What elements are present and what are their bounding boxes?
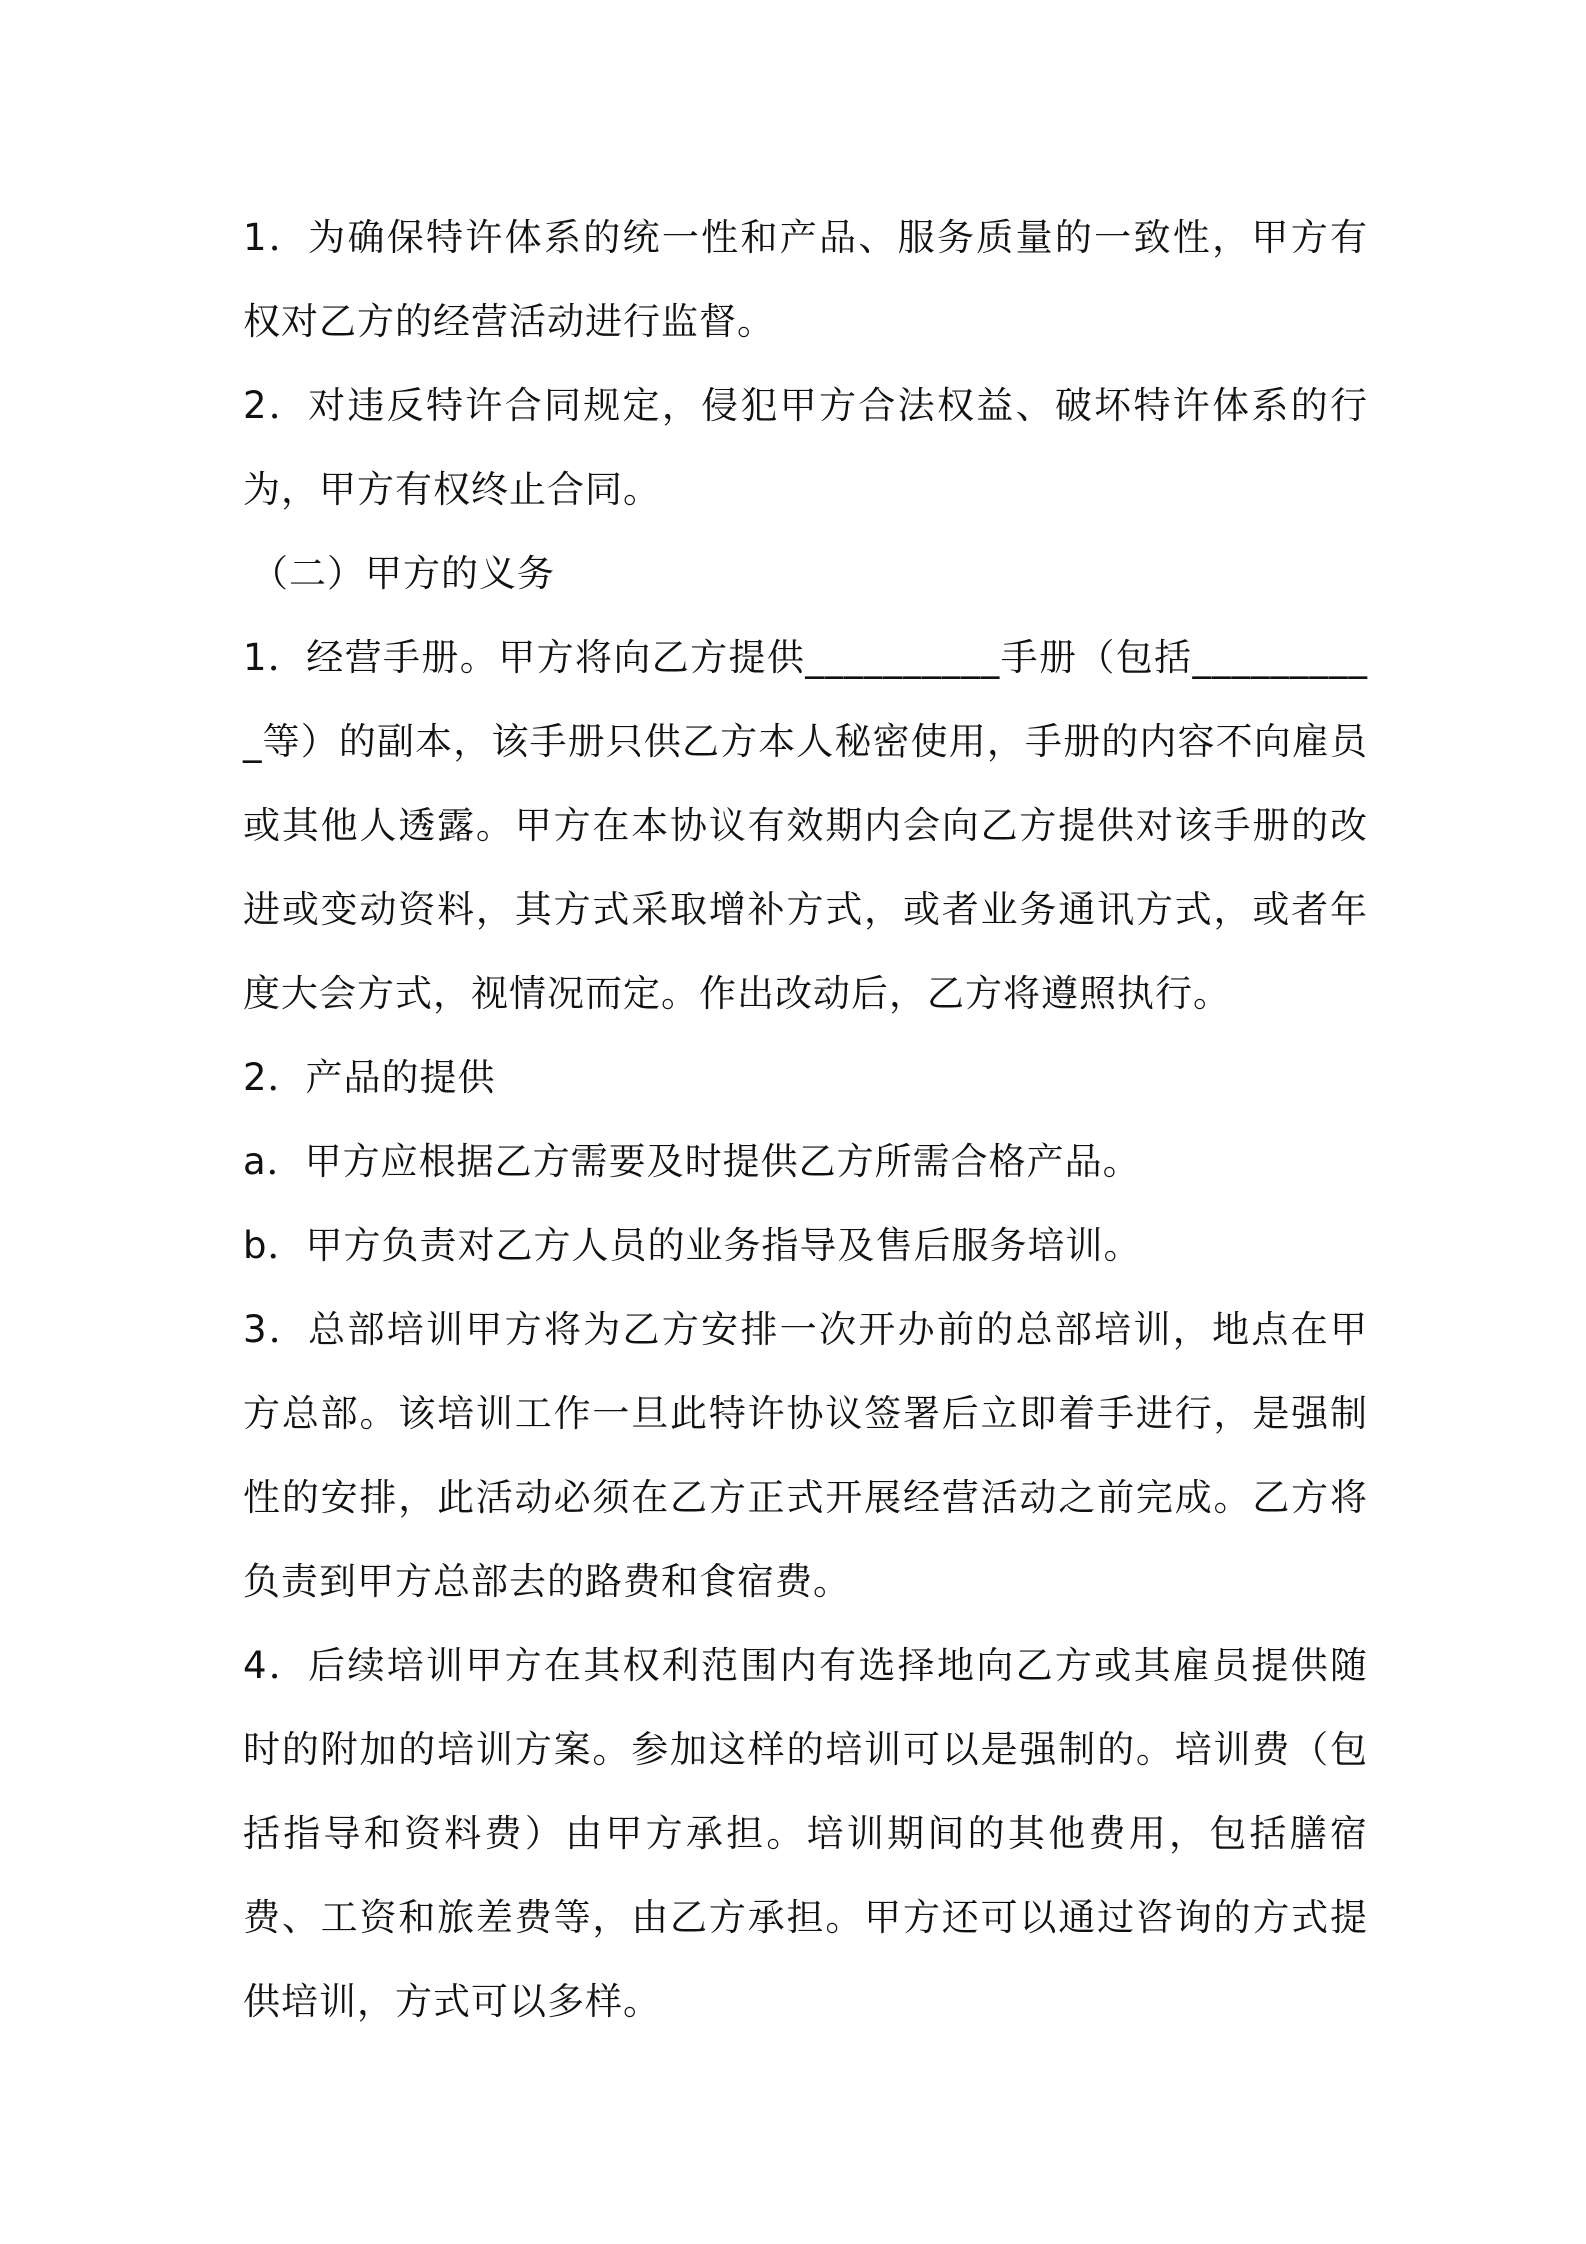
paragraph-followup-training: 4．后续培训甲方在其权利范围内有选择地向乙方或其雇员提供随时的附加的培训方案。参加这样的培训可以是强制的。培训费（包括指导和资料费）由甲方承担。培训期间的其他费用，包括膳宿费、工资和旅差费等，由乙方承担。甲方还可以通过咨询的方式提供培训，方式可以多样。 bbox=[243, 1644, 1368, 2023]
paragraph-product-supply-a: a．甲方应根据乙方需要及时提供乙方所需合格产品。 bbox=[243, 1140, 1141, 1183]
paragraph-operations-manual: 1．经营手册。甲方将向乙方提供__________手册（包括__________等）的副本，该手册只供乙方本人秘密使用，手册的内容不向雇员或其他人透露。甲方在本协议有效期内会向乙方提供对该手册的改进或变动资料，其方式采取增补方式，或者业务通讯方式，或者年度大会方式，视情况而定。作出改动后，乙方将遵照执行。 bbox=[243, 636, 1368, 1015]
section-heading-party-a-obligations: （二）甲方的义务 bbox=[251, 552, 555, 595]
paragraph-product-supply-b: b．甲方负责对乙方人员的业务指导及售后服务培训。 bbox=[243, 1224, 1142, 1267]
paragraph-product-supply: 2．产品的提供 bbox=[243, 1056, 496, 1099]
paragraph-right-supervision: 1．为确保特许体系的统一性和产品、服务质量的一致性，甲方有权对乙方的经营活动进行监督。 bbox=[243, 216, 1368, 343]
paragraph-right-termination: 2．对违反特许合同规定，侵犯甲方合法权益、破坏特许体系的行为，甲方有权终止合同。 bbox=[243, 384, 1368, 511]
document-body bbox=[243, 196, 1368, 2044]
paragraph-headquarters-training: 3．总部培训甲方将为乙方安排一次开办前的总部培训，地点在甲方总部。该培训工作一旦此特许协议签署后立即着手进行，是强制性的安排，此活动必须在乙方正式开展经营活动之前完成。乙方将负责到甲方总部去的路费和食宿费。 bbox=[243, 1308, 1368, 1603]
